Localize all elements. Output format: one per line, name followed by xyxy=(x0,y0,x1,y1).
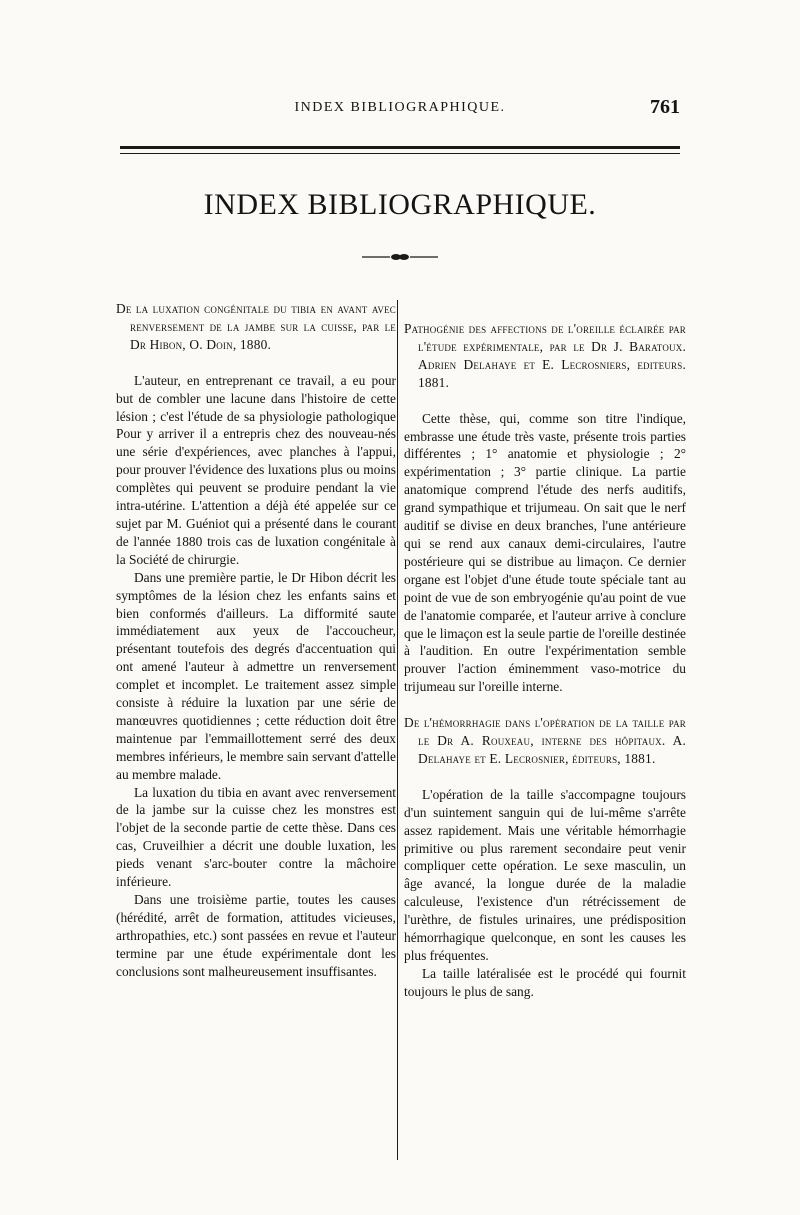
entry-paragraph: L'opération de la taille s'accompagne toujours d'un suintement sanguin qui de lui-même s'arrête assez rapidement. Mais une véritable hémorrhagie primitive ou plus rarement secondaire peut venir compliquer cette opération. Le sexe masculin, un âge avancé, la longue durée de la maladie calculeuse, l'existence d'un rétrécissement de l'urèthre, de fistules urinaires, une prédisposition hémorrhagique quelconque, en sont les causes les plus fréquentes. xyxy=(404,786,686,963)
running-title: INDEX BIBLIOGRAPHIQUE. xyxy=(294,100,506,115)
left-column xyxy=(116,300,396,981)
entry-paragraph: Cette thèse, qui, comme son titre l'indique, embrasse une étude très vaste, présente trois parties différentes ; 1° anatomie et physiologie ; 2° expérimentation ; 3° partie clinique. La partie anatomique comprend l'étude des nerfs auditifs, grand sympathique et trijumeau. On sait que le nerf auditif se divise en deux branches, l'une antérieure qui se rend aux canaux demi-circulaires, l'autre postérieure qui se distribue au limaçon. Ce dernier organe est l'objet d'une étude toute spéciale tant au point de vue de son embryogénie qu'au point de vue de l'anatomie comparée, et l'auteur arrive à conclure que le limaçon est la seule partie de l'oreille destinée à l'audition. En outre l'expérimentation semble prouver l'action éminemment vaso-motrice du trijumeau sur l'oreille interne. xyxy=(404,410,686,695)
entry-heading-hemorrhagie: De l'hémorrhagie dans l'opération de la taille par le Dr A. Rouxeau, interne des hôpitaux. A. Delahaye et E. Lecrosnier, éditeurs, 1881. xyxy=(404,715,686,766)
entry-heading-pathogenie: Pathogénie des affections de l'oreille éclairée par l'étude expérimentale, par le Dr J. Baratoux. Adrien Delahaye et E. Lecrosniers, editeurs. 1881. xyxy=(404,321,686,390)
page-number: 761 xyxy=(650,96,680,118)
entry-paragraph: L'auteur, en entreprenant ce travail, a eu pour but de combler une lacune dans l'histoire de cette lésion ; c'est l'étude de sa physiologie pathologique Pour y arriver il a entrepris chez des nouveau-nés une série d'expériences, avec planches à l'appui, pour prouver l'évidence des luxations plus ou moins complètes qui peuvent se produire pendant la vie intra-utérine. L'attention a déjà été appelée sur ce sujet par M. Guéniot qui a présenté dans le courant de l'année 1880 trois cas de luxation congénitale à la Société de chirurgie. xyxy=(116,372,396,567)
page-title: INDEX BIBLIOGRAPHIQUE. xyxy=(203,188,597,221)
header-rule-thick xyxy=(120,146,680,149)
entry-heading-luxation: De la luxation congénitale du tibia en avant avec renversement de la jambe sur la cuisse, par le Dr Hibon, O. Doin, 1880. xyxy=(116,301,396,352)
entry-paragraph: Dans une première partie, le Dr Hibon décrit les symptômes de la lésion chez les enfants sains et bien conformés d'ailleurs. La difformité saute immédiatement aux yeux de l'accoucheur, présentant toutefois des degrés d'accentuation qui ont amené l'auteur à admettre un renversement complet et incomplet. Le traitement assez simple consiste à réduire la luxation par une série de manœuvres quotidiennes ; cette réduction doit être maintenue par l'emmaillottement serré des deux membres inférieurs, le membre sain servant d'attelle au membre malade. xyxy=(116,569,396,782)
right-column xyxy=(404,320,686,1001)
column-divider xyxy=(397,300,398,1160)
entry-paragraph: Dans une troisième partie, toutes les causes (hérédité, arrêt de formation, attitudes vicieuses, arthropathies, etc.) sont passées en revue et l'auteur termine par une étude expérimentale dont les conclusions sont malheureusement insuffisantes. xyxy=(116,892,396,979)
header-rule-thin xyxy=(120,153,680,154)
running-head xyxy=(120,96,680,120)
entry-paragraph: La luxation du tibia en avant avec renversement de la jambe sur la cuisse chez les monstres est l'objet de la seconde partie de cette thèse. Dans ces cas, Cruveilhier a décrit une double luxation, les pieds venant s'arc-bouter contre la mâchoire inférieure. xyxy=(116,784,396,890)
entry-paragraph: La taille latéralisée est le procédé qui fournit toujours le plus de sang. xyxy=(404,965,686,999)
ornament-divider-icon xyxy=(360,252,440,262)
